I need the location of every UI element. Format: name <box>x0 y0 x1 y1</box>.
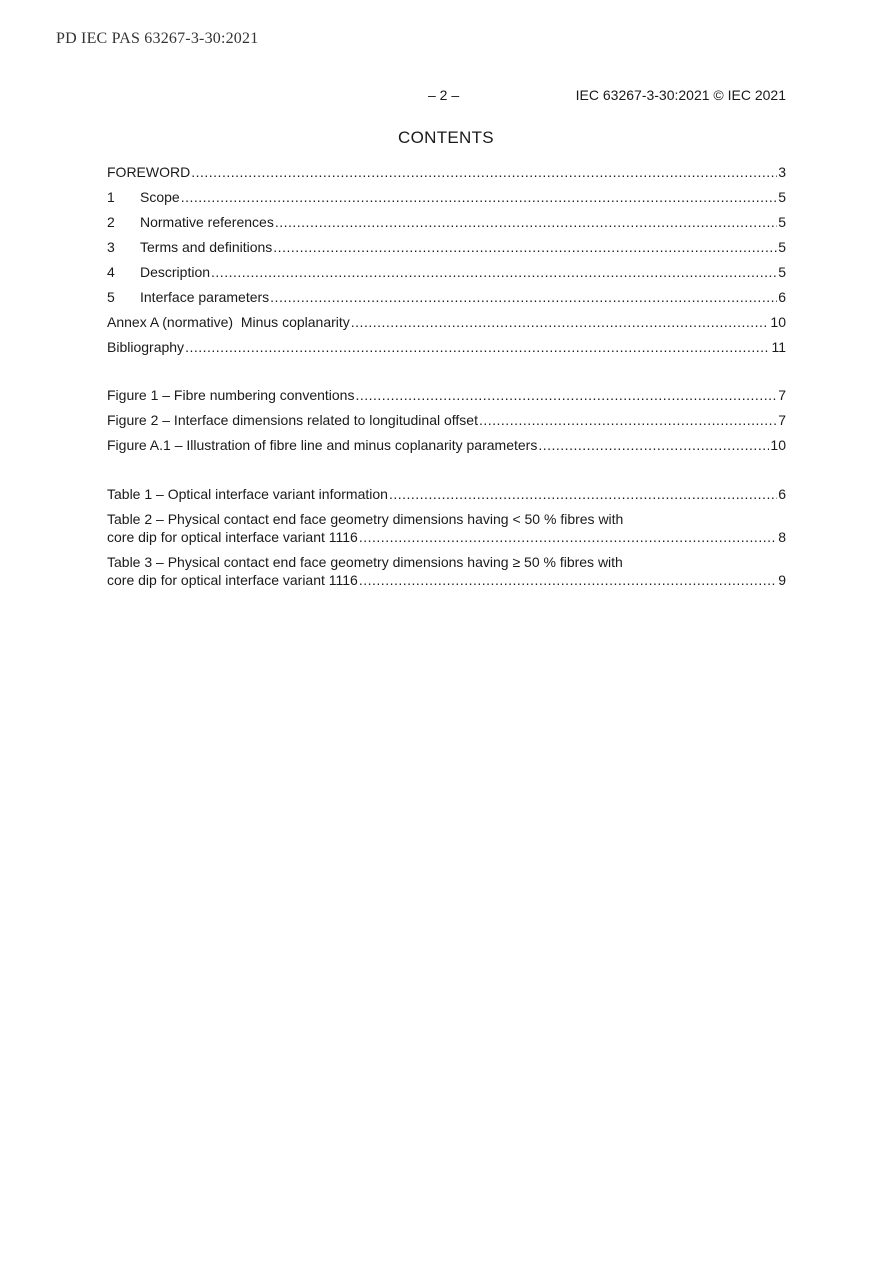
toc-tables-section <box>107 485 786 596</box>
toc-entry-text-line1: Table 2 – Physical contact end face geometry dimensions having < 50 % fibres with <box>107 511 624 527</box>
toc-figures-section <box>107 386 786 461</box>
toc-entry-page: 5 <box>778 239 786 255</box>
dot-leader <box>355 386 777 404</box>
toc-entry-page: 8 <box>778 529 786 545</box>
toc-entry-number: 4 <box>107 264 115 280</box>
page-reference: IEC 63267-3-30:2021 © IEC 2021 <box>575 87 786 103</box>
page-header <box>0 87 892 107</box>
dot-leader <box>185 338 770 356</box>
toc-entry-figure-1[interactable] <box>107 386 786 411</box>
toc-entry-page: 9 <box>778 572 786 588</box>
dot-leader <box>351 313 770 331</box>
toc-entry-text: Figure 2 – Interface dimensions related to longitudinal offset <box>107 412 478 428</box>
dot-leader <box>181 188 778 206</box>
dot-leader <box>359 528 777 546</box>
page-number: – 2 – <box>428 87 460 103</box>
toc-entry-page: 6 <box>778 289 786 305</box>
toc-entry-bibliography[interactable] <box>107 338 786 363</box>
toc-entry-scope[interactable] <box>107 188 786 213</box>
dot-leader <box>479 411 777 429</box>
dot-leader <box>389 485 777 503</box>
toc-entry-normative-references[interactable] <box>107 213 786 238</box>
toc-entry-page: 3 <box>778 164 786 180</box>
toc-entry-line2 <box>107 571 786 589</box>
dot-leader <box>538 436 769 454</box>
toc-entry-text: Annex A (normative) Minus coplanarity <box>107 314 350 330</box>
dot-leader <box>211 263 777 281</box>
toc-entry-annex-a[interactable] <box>107 313 786 338</box>
dot-leader <box>359 571 777 589</box>
toc-entry-text: Figure 1 – Fibre numbering conventions <box>107 387 355 403</box>
dot-leader <box>270 288 777 306</box>
dot-leader <box>275 213 777 231</box>
toc-entry-page: 5 <box>778 214 786 230</box>
toc-entry-number: 2 <box>107 214 115 230</box>
toc-entry-number: 3 <box>107 239 115 255</box>
toc-entry-text: Interface parameters <box>140 289 270 305</box>
toc-entry-page: 7 <box>778 387 786 403</box>
toc-entry-table-1[interactable] <box>107 485 786 510</box>
toc-entry-line2 <box>107 528 786 546</box>
toc-entry-text: Normative references <box>140 214 274 230</box>
toc-entry-table-3[interactable] <box>107 553 786 589</box>
toc-entry-text-line2: core dip for optical interface variant 1116 <box>107 529 358 545</box>
toc-entry-page: 10 <box>770 314 786 330</box>
dot-leader <box>191 163 777 181</box>
toc-entry-interface-parameters[interactable] <box>107 288 786 313</box>
toc-entry-text: Table 1 – Optical interface variant information <box>107 486 388 502</box>
toc-entry-page: 6 <box>778 486 786 502</box>
toc-entry-number: 5 <box>107 289 115 305</box>
toc-entry-foreword[interactable] <box>107 163 786 188</box>
toc-entry-number: 1 <box>107 189 115 205</box>
toc-entry-text: FOREWORD <box>107 164 191 180</box>
dot-leader <box>273 238 777 256</box>
toc-entry-description[interactable] <box>107 263 786 288</box>
document-id: PD IEC PAS 63267-3-30:2021 <box>56 30 259 47</box>
toc-entry-text: Terms and definitions <box>140 239 273 255</box>
toc-main-section <box>107 163 786 363</box>
toc-entry-text: Figure A.1 – Illustration of fibre line and minus coplanarity parameters <box>107 437 538 453</box>
toc-entry-terms-definitions[interactable] <box>107 238 786 263</box>
toc-entry-text-line1: Table 3 – Physical contact end face geometry dimensions having ≥ 50 % fibres with <box>107 554 623 570</box>
toc-entry-table-2[interactable] <box>107 510 786 546</box>
toc-entry-page: 10 <box>770 437 786 453</box>
toc-entry-text: Description <box>140 264 211 280</box>
toc-entry-page: 11 <box>771 339 786 355</box>
toc-entry-figure-a1[interactable] <box>107 436 786 461</box>
toc-entry-page: 5 <box>778 264 786 280</box>
toc-entry-page: 5 <box>778 189 786 205</box>
toc-entry-text-line2: core dip for optical interface variant 1116 <box>107 572 358 588</box>
toc-entry-text: Bibliography <box>107 339 185 355</box>
contents-title: CONTENTS <box>398 128 494 147</box>
toc-entry-text: Scope <box>140 189 180 205</box>
toc-entry-page: 7 <box>778 412 786 428</box>
toc-entry-figure-2[interactable] <box>107 411 786 436</box>
